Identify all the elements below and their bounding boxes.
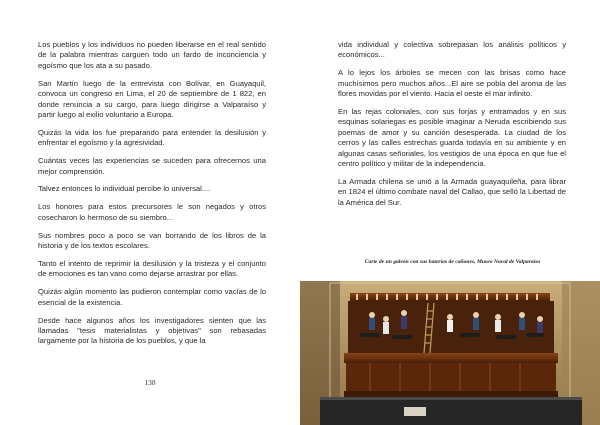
lower-hull	[346, 363, 556, 391]
paragraph: Talvez entonces lo individual percibe lo universal....	[38, 184, 211, 194]
paragraph: vida individual y colectiva sobrepasan los análisis políticos y económicos...	[338, 40, 566, 60]
paragraph: Cuántas veces las experiencias se suceden para ofrecernos una mejor comprensión.	[38, 156, 266, 176]
photo-caption: Corte de un galeón con sus baterías de cañones, Museo Naval de Valparaíso	[364, 259, 541, 265]
paragraph: Los pueblos y los individuos no pueden liberarse en el real sentido de la palabra mientras carguen todo un fardo de inconciencia y egoísmo que los ata a su pasado.	[38, 40, 266, 70]
paragraph: Tanto el intento de reprimir la desilusión y la tristeza y el conjunto de emociones es tan vano como dejarse arrastrar por ellas.	[38, 259, 266, 279]
paragraph: En las rejas coloniales, con sus forjas y entramados y en sus esquinas solariegas es posible imaginar a Neruda escribiendo sus poemas de amor y su canción desesperada. La ciudad de los cerros y las calles estrechas guarda todavía en su ambiente y en algunas casas señoriales, los vestigios de una época en que fue el centro político y militar de la independencia.	[338, 107, 566, 169]
right-page	[300, 0, 600, 425]
paragraph: Quizás algún momento las pudieron contemplar como vacías de lo esencial de la existencia.	[38, 287, 266, 307]
paragraph: Sus nombres poco a poco se van borrando de los libros de la historia y de los textos escolares.	[38, 230, 266, 251]
hull-base	[344, 391, 558, 397]
display-plinth	[320, 397, 582, 425]
paragraph: A lo lejos los árboles se mecen con las brisas como hace muchísimos pero muchos años...El aire se pobla del aroma de las flores movidas por el viento. Hacia el oeste el mar infinito.	[338, 68, 566, 99]
upper-rail	[350, 293, 550, 301]
left-text-column	[38, 40, 266, 354]
right-text-column	[338, 40, 566, 216]
deck-beam	[344, 353, 558, 363]
paragraph: Quizás la vida los fue preparando para entender la desilusión y enfrentar el egoísmo y la agresividad.	[38, 127, 266, 148]
ship-model-illustration	[300, 281, 600, 425]
paragraph: Desde hace algunos años los investigadores sienten que las llamadas "tesis materialistas y objetivas" son rebasadas largamente por la historia de los pueblos, y que la	[38, 315, 266, 346]
page-number: 138	[144, 378, 156, 387]
ship-model-photo	[300, 281, 600, 425]
paragraph: La Armada chilena se unió a la Armada guayaquileña, para librar en 1824 el último combate naval del Callao, que selló la Libertad de la América del Sur.	[338, 176, 566, 207]
paragraph: Los honores para estos precursores le son negados y otros cosecharon lo hermoso de su siembro...	[38, 202, 266, 222]
paragraph: San Martín luego de la entrevista con Bolívar, en Guayaquil, convoca un congreso en Lima, el 20 de septiembre de 1 822, en donde renuncia a su cargo, para luego dirigirse a Valparaíso y partir luego al exilio voluntario a Europa.	[38, 78, 266, 119]
museum-label-plaque	[404, 407, 426, 416]
